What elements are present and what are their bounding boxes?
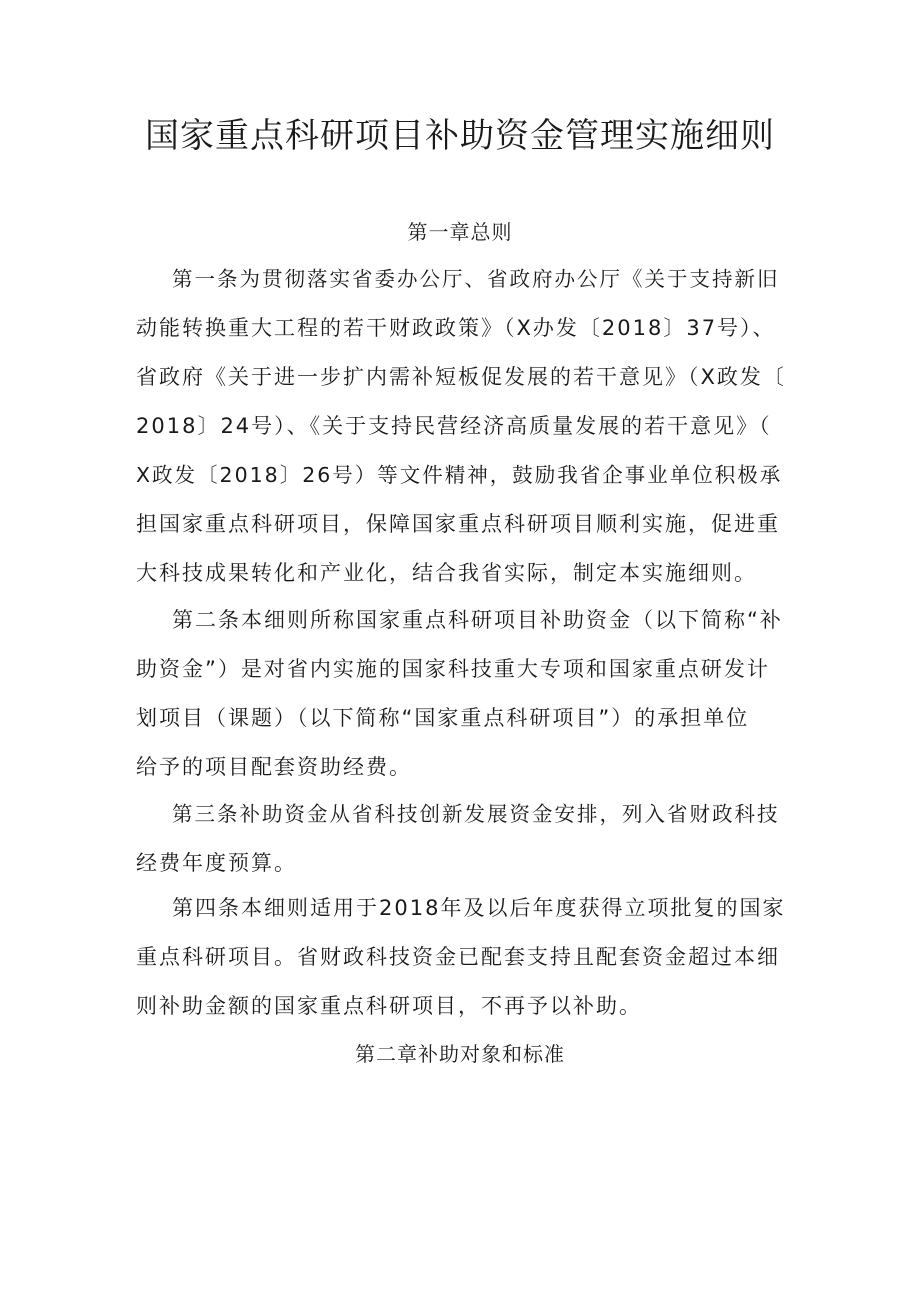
article-3-line-2: 经费年度预算。: [136, 851, 297, 875]
chapter-heading-1: 第一章总则: [407, 220, 513, 244]
chapter-heading-2: 第二章补助对象和标准: [355, 1042, 565, 1066]
article-1-line-5: X政发〔2018〕26号）等文件精神，鼓励我省企事业单位积极承: [136, 463, 783, 487]
article-1-line-3: 省政府《关于进一步扩内需补短板促发展的若干意见》（X政发〔: [136, 365, 786, 389]
article-4-line-3: 则补助金额的国家重点科研项目，不再予以补助。: [136, 994, 642, 1018]
article-4-line-2: 重点科研项目。省财政科技资金已配套支持且配套资金超过本细: [136, 945, 780, 969]
article-1-line-4: 2018〕24号）、《关于支持民营经济高质量发展的若干意见》（: [136, 414, 772, 438]
article-1-line-6: 担国家重点科研项目，保障国家重点科研项目顺利实施，促进重: [136, 512, 780, 536]
article-1-line-1: 第一条为贯彻落实省委办公厅、省政府办公厅《关于支持新旧: [172, 267, 780, 291]
article-4-line-1: 第四条本细则适用于2018年及以后年度获得立项批复的国家: [172, 896, 786, 920]
article-2-line-4: 给予的项目配套资助经费。: [136, 755, 412, 779]
article-1-line-2: 动能转换重大工程的若干财政政策》（X办发〔2018〕37号）、: [136, 316, 776, 340]
article-2-line-3: 划项目（课题）（以下简称“国家重点科研项目”）的承担单位: [136, 706, 750, 730]
document-title: 国家重点科研项目补助资金管理实施细则: [145, 116, 775, 156]
article-2-line-2: 助资金”）是对省内实施的国家科技重大专项和国家重点研发计: [136, 657, 770, 681]
article-2-line-1: 第二条本细则所称国家重点科研项目补助资金（以下简称“补: [172, 608, 783, 632]
article-1-line-7: 大科技成果转化和产业化，结合我省实际，制定本实施细则。: [136, 561, 757, 585]
article-3-line-1: 第三条补助资金从省科技创新发展资金安排，列入省财政科技: [172, 802, 780, 826]
